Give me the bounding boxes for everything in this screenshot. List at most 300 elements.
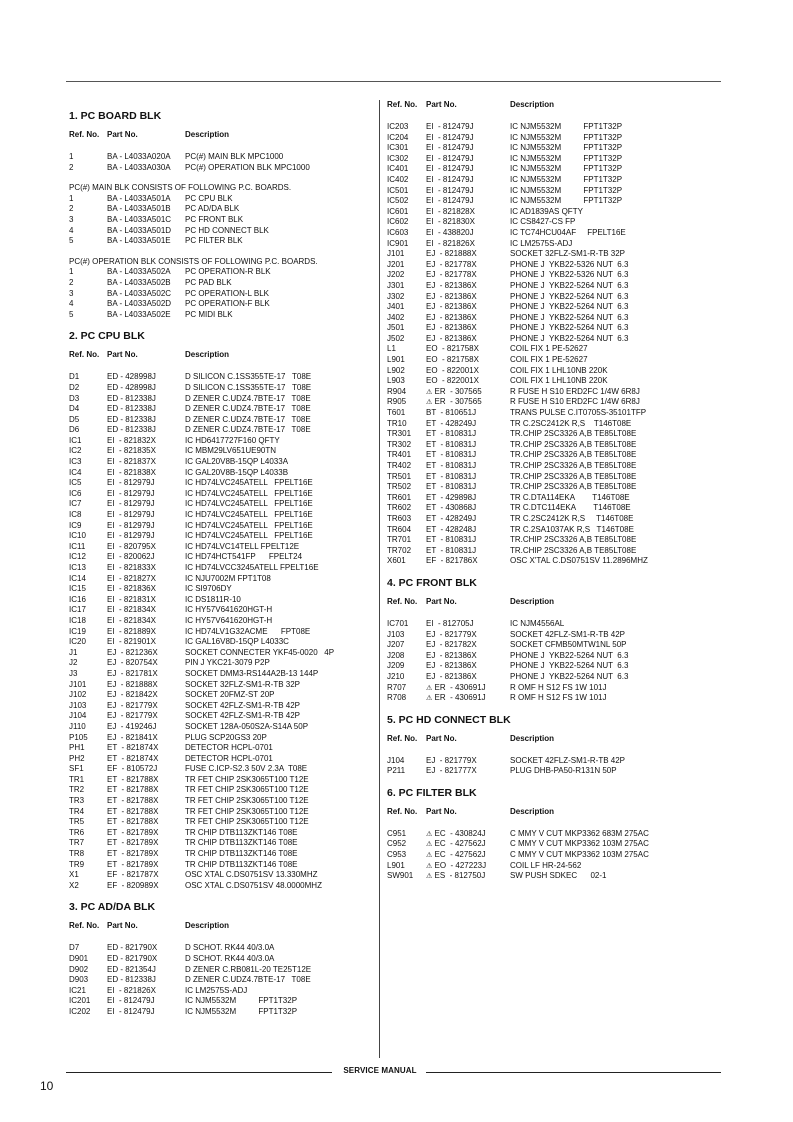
ref-no: TR9 [69,859,85,869]
safety-warning-icon: ⚠ [426,862,433,870]
part-no-text: EI - 812479J [426,132,474,142]
description: TR CHIP DTB113ZKT146 T08E [185,859,298,869]
part-no-text: EF - 810572J [107,764,158,774]
part-no [107,943,185,954]
table-row [69,849,374,860]
part-no [426,302,510,313]
part-no [107,542,185,553]
part-no-text: ET - 821874X [107,743,159,753]
safety-warning-icon: ⚠ [426,852,433,860]
part-no-text: EI - 821838X [107,467,156,477]
part-no-text: EI - 438820J [426,227,474,237]
table-row [69,680,374,691]
part-no-text: ET - 810831J [426,439,477,449]
table-row [387,397,717,408]
ref-no: J401 [387,302,405,312]
description: OSC X'TAL C.DS0751SV 11.2896MHZ [510,556,648,566]
main-blk-rows [69,194,374,247]
table-row [387,839,717,850]
description: TR CHIP DTB113ZKT146 T08E [185,827,298,837]
ref-no: 2 [69,277,74,287]
ref-no: D7 [69,943,80,953]
part-no [107,521,185,532]
spacer [387,704,717,714]
ref-no: IC12 [69,552,86,562]
description: D ZENER C.RB081L-20 TE25T12E [185,964,312,974]
table-row [387,756,717,767]
ref-no: IC402 [387,174,409,184]
part-no-text: EJ - 821781X [107,668,158,678]
part-no-text: EJ - 821386X [426,650,477,660]
table-row [387,281,717,292]
description: D SILICON C.1SS355TE-17 T08E [185,382,312,392]
table-row [69,372,374,383]
ref-no: IC8 [69,510,82,520]
part-no [107,807,185,818]
part-no-text: EJ - 820754X [107,658,158,668]
part-no-text: EC - 427562J [434,850,486,860]
table-row [69,510,374,521]
description: COIL FIX 1 PE-52627 [510,344,588,354]
part-no-text: BA - L4033A502C [107,288,172,298]
ref-no: IC10 [69,531,86,541]
table-row [69,394,374,405]
spacer [387,817,717,829]
ref-no: TR1 [69,774,85,784]
part-no [107,278,185,289]
part-no-text: EJ - 821782X [426,640,477,650]
part-no [426,207,510,218]
header-ref: Ref. No. [69,350,100,360]
ref-no: 1 [69,152,74,161]
part-no [426,344,510,355]
part-no [107,510,185,521]
ref-no: IC9 [69,520,82,530]
table-row [387,292,717,303]
spacer [387,777,717,787]
description: TR CHIP DTB113ZKT146 T08E [185,838,298,848]
description: SOCKET 32FLZ-SM1-R-TB 32P [510,249,625,259]
part-no [107,796,185,807]
table-row [69,425,374,436]
table-row [387,556,717,567]
description: TR FET CHIP 2SK3065T100 T12E [185,774,309,784]
part-no [107,860,185,871]
spacer [387,744,717,756]
part-no [107,563,185,574]
ref-no: IC203 [387,122,409,131]
table-row [69,838,374,849]
table-row [69,722,374,733]
description: R OMF H S12 FS 1W 101J [510,693,607,703]
ref-no: TR5 [69,817,85,827]
table-row [69,574,374,585]
description: IC NJM5532M FPT1T32P [185,1006,298,1016]
table-row [69,310,374,321]
description: TR FET CHIP 2SK3065T100 T12E [185,796,309,806]
part-no [107,457,185,468]
description: IC GAL16V8D-15QP L4033C [185,637,289,647]
header-part: Part No. [426,733,457,743]
ref-no: IC20 [69,637,86,647]
ref-no: IC18 [69,615,86,625]
description: PHONE J YKB22-5326 NUT 6.3 [510,259,629,269]
part-no [107,478,185,489]
table-row [387,829,717,840]
part-no [426,651,510,662]
description: D SILICON C.1SS355TE-17 T08E [185,372,312,382]
part-no [426,503,510,514]
table-row [387,355,717,366]
part-no-text: EI - 821835X [107,446,156,456]
table-row [69,383,374,394]
ref-no: IC13 [69,563,86,572]
ref-no: D5 [69,414,80,424]
table-row [387,408,717,419]
description: IC NJM4556AL [510,618,565,628]
ref-no: IC4 [69,467,82,477]
part-no-text: EI - 821828X [426,206,475,216]
part-no [426,630,510,641]
table-row [387,249,717,260]
part-no [426,186,510,197]
spacer [387,110,717,122]
part-no-text: EF - 820989X [107,880,159,890]
ref-no: TR8 [69,849,85,859]
table-row [69,807,374,818]
spacer [69,140,374,152]
ref-no: TR302 [387,439,412,449]
spacer [69,931,374,943]
ref-no: IC15 [69,584,86,594]
description: TR.CHIP 2SC3326 A,B TE85LT08E [510,545,637,555]
part-no-text: EJ - 821386X [426,333,477,343]
ref-no: PH2 [69,753,85,763]
table-row [69,711,374,722]
part-no-text: EI - 821827X [107,573,156,583]
table-row [69,954,374,965]
part-no-text: EF - 821786X [426,556,478,566]
part-no-text: EI - 812979J [107,520,155,530]
ref-no: TR402 [387,461,412,470]
description: SOCKET DMM3-RS144A2B-13 144P [185,668,319,678]
table-header [387,734,717,744]
part-no-text: ET - 821788X [107,806,159,816]
description: IC HD74LVC245ATELL FPELT16E [185,478,313,488]
ref-no: TR10 [387,418,407,428]
part-no-text: EJ - 821386X [426,291,477,301]
header-part: Part No. [107,130,138,139]
part-no [426,122,510,133]
description: SOCKET 32FLZ-SM1-R-TB 32P [185,679,300,689]
table-row [387,334,717,345]
part-no-text: EI - 812979J [107,478,155,488]
part-no [426,175,510,186]
ref-no: IC602 [387,217,409,227]
part-no-text: BA - L4033A502D [107,299,172,309]
header-desc: Description [185,130,230,139]
part-no-text: EI - 821837X [107,457,156,467]
part-no-text: ER - 307565 [434,386,482,396]
part-no [107,372,185,383]
spacer [387,800,717,807]
table-row [69,595,374,606]
description: IC LM2575S-ADJ [185,985,248,995]
ref-no: TR501 [387,471,412,481]
table-row [387,661,717,672]
description: IC HD74LVC245ATELL FPELT16E [185,520,313,530]
part-no [107,975,185,986]
safety-warning-icon: ⚠ [426,873,433,881]
description: TR.CHIP 2SC3326 A,B TE85LT08E [510,450,637,460]
part-no-text: EJ - 821386X [426,280,477,290]
ref-no: TR604 [387,524,412,534]
part-no [107,436,185,447]
part-no [107,194,185,205]
description: IC NJM5532M FPT1T32P [510,196,623,206]
ref-no: TR702 [387,545,412,555]
ref-no: 1 [69,193,74,203]
header-ref: Ref. No. [69,130,100,139]
table-row [69,499,374,510]
part-no-text: EI - 821830X [426,217,475,227]
table-row [69,975,374,986]
part-no [107,669,185,680]
spacer [69,173,374,183]
ref-no: IC17 [69,605,86,615]
part-no-text: ET - 821788X [107,796,159,806]
part-no [426,154,510,165]
table-row [69,701,374,712]
ref-no: TR602 [387,503,412,513]
part-no-text: ED - 812338J [107,404,156,414]
part-no [426,355,510,366]
table-row [69,204,374,215]
table-row [69,278,374,289]
part-no [426,493,510,504]
part-no-text: EI - 821826X [426,238,475,248]
description: TR.CHIP 2SC3326 A,B TE85LT08E [510,439,637,449]
description: IC HD74LVC245ATELL FPELT16E [185,531,313,541]
part-no-text: ET - 821788X [107,817,159,827]
description: IC NJM5532M FPT1T32P [510,164,623,174]
table-row [69,754,374,765]
part-no [426,323,510,334]
part-no-text: EI - 821834X [107,615,156,625]
description: IC HD74LV1G32ACME FPT08E [185,626,311,636]
table-row [387,651,717,662]
table-row [69,163,374,174]
footer-label: SERVICE MANUAL [343,1066,417,1075]
part-no [107,236,185,247]
description: PC CPU BLK [185,193,233,203]
table-row [69,457,374,468]
table-row [69,965,374,976]
description: SOCKET 42FLZ-SM1-R-TB 42P [185,700,300,710]
table-row [387,482,717,493]
ref-no: TR401 [387,450,412,460]
table-row [69,870,374,881]
part-no [426,313,510,324]
part-no-text: EF - 821787X [107,870,159,880]
description: TR FET CHIP 2SK3065T100 T12E [185,806,309,816]
description: IC NJM5532M FPT1T32P [510,122,623,131]
description: PC FRONT BLK [185,214,244,224]
table-row [387,503,717,514]
table-row [69,627,374,638]
part-no-text: BA - L4033A501B [107,204,171,214]
ref-no: J103 [69,700,87,710]
table-row [387,133,717,144]
part-no [426,143,510,154]
ref-no: IC501 [387,185,409,195]
description: IC HD74LVC245ATELL FPELT16E [185,510,313,520]
part-no-text: ES - 812750J [434,871,486,881]
part-no [107,204,185,215]
part-no [107,595,185,606]
description: IC NJM5532M FPT1T32P [510,153,623,163]
part-no [426,133,510,144]
part-no [107,754,185,765]
description: DETECTOR HCPL-0701 [185,753,273,763]
table-row [69,226,374,237]
ref-no: IC14 [69,573,86,583]
table-row [69,743,374,754]
part-no [426,450,510,461]
ref-no: D903 [69,975,89,985]
spacer [69,247,374,257]
part-no-text: ET - 810831J [426,461,477,470]
part-no-text: BA - L4033A501A [107,193,171,203]
part-no-text: ET - 821789X [107,849,159,859]
description: PLUG SCP20GS3 20P [185,732,267,742]
description: IC HD74LVCC3245ATELL FPELT16E [185,563,319,572]
part-no-text: BA - L4033A502B [107,277,171,287]
description: IC NJM5532M FPT1T32P [510,185,623,195]
description: OSC XTAL C.DS0751SV 13.330MHZ [185,870,318,880]
part-no [426,472,510,483]
table-row [69,468,374,479]
part-no [426,525,510,536]
table-row [69,1007,374,1018]
ref-no: SF1 [69,764,84,774]
ref-no: 3 [69,288,74,298]
part-no-text: EC - 430824J [434,828,486,838]
table-row [387,313,717,324]
table-row [387,693,717,704]
ref-no: TR2 [69,785,85,795]
table-row [69,775,374,786]
ref-no: J210 [387,671,405,681]
description: OSC XTAL C.DS0751SV 48.0000MHZ [185,880,322,890]
ref-no: IC7 [69,499,82,509]
description: R FUSE H S10 ERD2FC 1/4W 6R8J [510,386,640,396]
table-row [387,472,717,483]
table-row [69,478,374,489]
ref-no: J502 [387,333,405,343]
table-row [69,194,374,205]
table-row [69,658,374,669]
description: TR.CHIP 2SC3326 A,B TE85LT08E [510,429,637,439]
description: IC TC74HCU04AF FPELT16E [510,227,626,237]
part-no-text: BA - L4033A501E [107,236,171,246]
description: D ZENER C.UDZ4.7BTE-17 T08E [185,404,311,414]
part-no [107,637,185,648]
part-no-text: BA - L4033A501C [107,214,172,224]
part-no-text: EI - 812479J [426,153,474,163]
ref-no: IC601 [387,206,409,216]
part-no-text: BA - L4033A501D [107,225,172,235]
ref-no: 5 [69,309,74,319]
table-header [69,921,374,931]
description: D ZENER C.UDZ4.7BTE-17 T08E [185,393,311,403]
part-no-text: EO - 821758X [426,344,479,354]
ref-no: L901 [387,355,405,365]
description: IC NJM5532M FPT1T32P [510,174,623,184]
part-no [426,661,510,672]
ref-no: IC3 [69,457,82,467]
part-no-text: EJ - 821778X [426,270,477,280]
spacer [69,123,374,130]
ref-no: J101 [387,249,405,259]
part-no-text: ET - 430868J [426,503,477,513]
part-no [107,468,185,479]
part-no [426,440,510,451]
part-no [107,215,185,226]
part-no [107,701,185,712]
part-no-text: EI - 812479J [426,196,474,206]
part-no [426,461,510,472]
main-blk-intro: PC(#) MAIN BLK CONSISTS OF FOLLOWING P.C. BOARDS. [69,183,292,193]
description: SOCKET CFMB50MTW1NL 50P [510,640,627,650]
spacer [387,607,717,619]
part-no-text: BT - 810651J [426,408,477,418]
table-row [69,267,374,278]
part-no [107,310,185,321]
table-row [69,521,374,532]
table-row [69,299,374,310]
part-no [426,270,510,281]
section-title-pc-board: 1. PC BOARD BLK [69,110,162,122]
part-no-text: ED - 821790X [107,954,158,963]
table-row [69,289,374,300]
description: IC GAL20V8B-15QP L4033A [185,457,289,467]
ref-no: TR701 [387,535,412,545]
part-no [426,260,510,271]
cpu-rows [69,372,374,891]
part-no [107,817,185,828]
table-row [69,943,374,954]
table-row [387,871,717,882]
description: TR.CHIP 2SC3326 A,B TE85LT08E [510,535,637,545]
part-no [426,429,510,440]
table-header [387,807,717,817]
part-no-text: EI - 821901X [107,637,156,647]
ref-no: IC701 [387,618,409,628]
part-no-text: EI - 821831X [107,594,156,604]
table-row [387,302,717,313]
ref-no: J1 [69,647,78,657]
part-no-text: ET - 428249J [426,418,477,428]
spacer [69,914,374,921]
header-desc: Description [510,806,555,816]
table-row [387,514,717,525]
description: PLUG DHB-PA50-R131N 50P [510,766,617,776]
part-no [107,690,185,701]
table-row [69,690,374,701]
description: PHONE J YKB22-5264 NUT 6.3 [510,291,629,301]
description: TR FET CHIP 2SK3065T100 T12E [185,817,309,827]
